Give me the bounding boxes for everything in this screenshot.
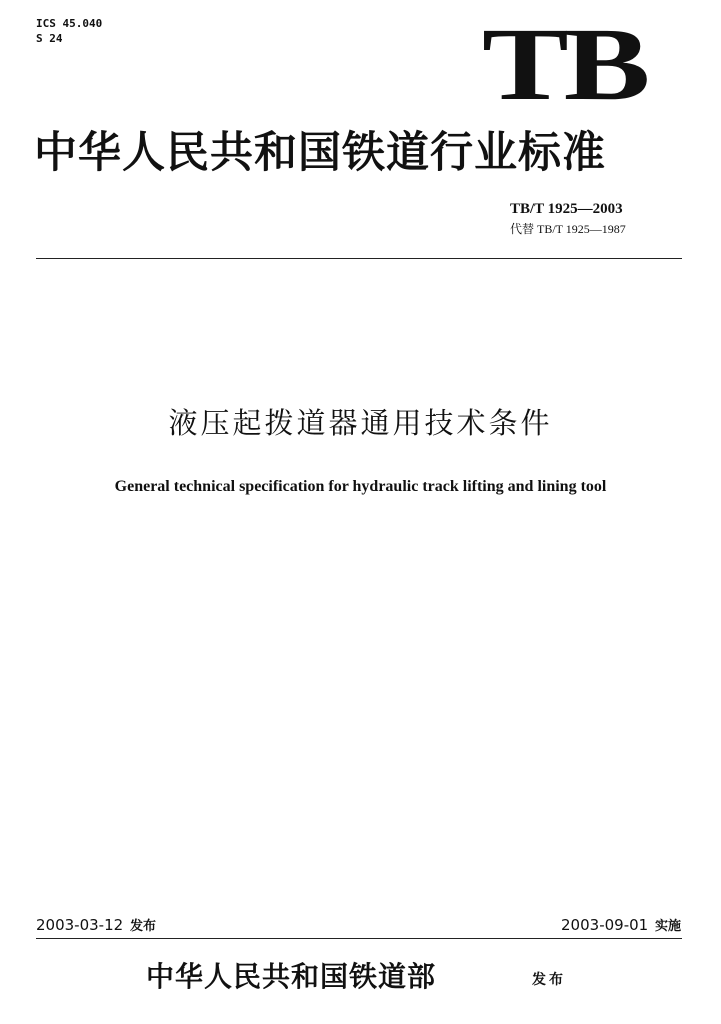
ics-code: ICS 45.040	[36, 17, 103, 30]
category-code: S 24	[36, 32, 63, 45]
top-divider	[36, 258, 682, 259]
implementation-date-block	[561, 915, 681, 937]
implementation-label: 实施	[654, 919, 681, 934]
issuer-title: 中华人民共和国铁道行业标准	[34, 128, 606, 178]
implementation-date: 2003-09-01	[561, 916, 649, 934]
publisher-action: 发布	[532, 972, 566, 988]
document-title-chinese: 液压起拨道器通用技术条件	[168, 406, 553, 440]
issue-label: 发布	[129, 919, 156, 934]
classification-block	[36, 16, 102, 46]
bottom-divider	[36, 938, 682, 939]
issue-date-block	[36, 915, 156, 937]
publisher-name: 中华人民共和国铁道部	[146, 960, 437, 993]
standard-replaces: 代替 TB/T 1925—1987	[510, 222, 626, 236]
standard-number: TB/T 1925—2003	[510, 201, 623, 217]
tb-logo: TB	[482, 7, 646, 122]
issue-date: 2003-03-12	[36, 916, 124, 934]
document-title-english: General technical specification for hydraulic track lifting and lining tool	[114, 478, 607, 495]
